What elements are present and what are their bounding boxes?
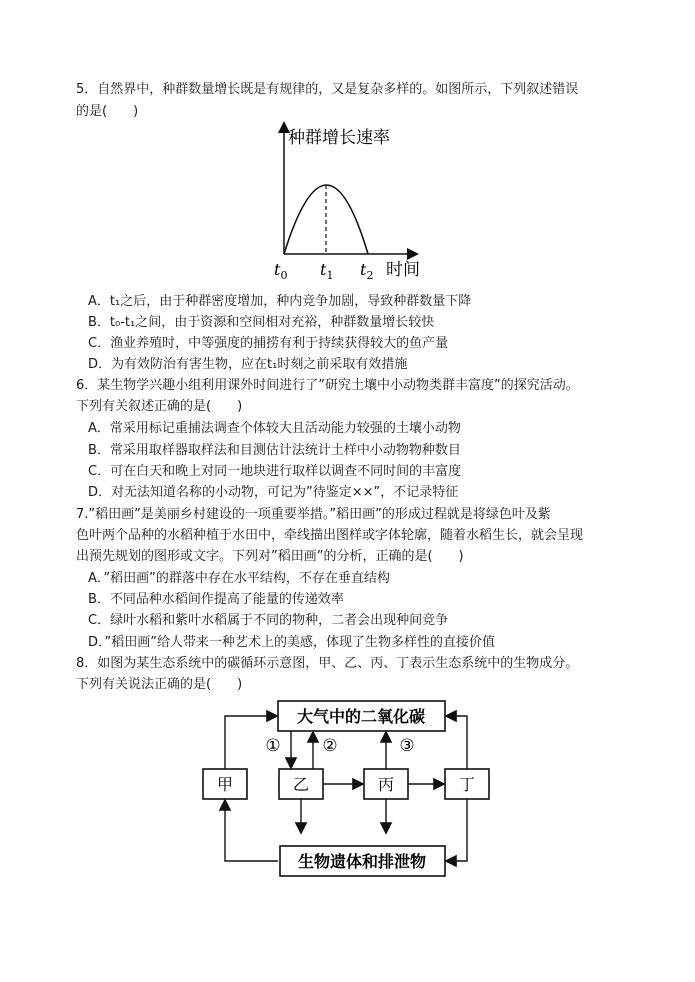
q5-option-d[interactable]: D．为有效防治有害生物，应在t₁时刻之前采取有效措施 bbox=[88, 357, 408, 372]
q6-stem-line1: 6．某生物学兴趣小组利用课外时间进行了”研究土壤中小动物类群丰富度”的探究活动。 bbox=[76, 378, 579, 393]
q6-option-a[interactable]: A．常采用标记重捕法调查个体较大且活动能力较强的土壤小动物 bbox=[88, 421, 461, 436]
q6-option-c[interactable]: C．可在白天和晚上对同一地块进行取样以调查不同时间的丰富度 bbox=[88, 464, 462, 479]
q7-stem-line1: 7.”稻田画”是美丽乡村建设的一项重要举措。”稻田画”的形成过程就是将绿色叶及紫 bbox=[76, 507, 551, 522]
q7-option-b[interactable]: B．不同品种水稻间作提高了能量的传递效率 bbox=[88, 592, 344, 607]
y-axis-label: 种群增长速率 bbox=[288, 128, 390, 148]
q6-option-d[interactable]: D．对无法知道名称的小动物，可记为”待鉴定××”，不记录特征 bbox=[88, 485, 459, 500]
q7-option-d[interactable]: D．”稻田画”给人带来一种艺术上的美感，体现了生物多样性的直接价值 bbox=[88, 635, 495, 650]
label-3: ③ bbox=[399, 736, 415, 756]
q7-option-c[interactable]: C．绿叶水稻和紫叶水稻属于不同的物种，二者会出现种间竞争 bbox=[88, 613, 449, 628]
q6-stem-line2: 下列有关叙述正确的是( ) bbox=[76, 399, 243, 414]
arrow-remains-to-jia bbox=[225, 801, 278, 861]
q5-growth-rate-chart bbox=[270, 118, 440, 284]
tick-t2: $t_2$ bbox=[360, 260, 374, 282]
q5-stem-line2: 的是( ) bbox=[76, 104, 139, 119]
q5-option-b[interactable]: B．t₀-t₁之间，由于资源和空间相对充裕，种群数量增长较快 bbox=[88, 315, 435, 330]
remains-label: 生物遗体和排泄物 bbox=[297, 852, 427, 871]
yi-label: 乙 bbox=[292, 775, 310, 794]
bing-label: 丙 bbox=[377, 775, 395, 794]
q8-stem-line1: 8．如图为某生态系统中的碳循环示意图，甲、乙、丙、丁表示生态系统中的生物成分。 bbox=[76, 656, 579, 671]
tick-t1: $t_1$ bbox=[320, 260, 334, 282]
label-1: ① bbox=[265, 736, 281, 756]
jia-label: 甲 bbox=[216, 775, 234, 794]
atmosphere-co2-label: 大气中的二氧化碳 bbox=[296, 707, 426, 726]
q5-option-c[interactable]: C．渔业养殖时，中等强度的捕捞有利于持续获得较大的鱼产量 bbox=[88, 336, 449, 351]
q7-stem-line3: 出预先规划的图形或文字。下列对”稻田画”的分析，正确的是( ) bbox=[76, 549, 464, 564]
q7-option-a[interactable]: A．”稻田画”的群落中存在水平结构，不存在垂直结构 bbox=[88, 571, 390, 586]
q8-stem-line2: 下列有关说法正确的是( ) bbox=[76, 677, 243, 692]
arrow-ding-to-remains bbox=[447, 799, 467, 861]
ding-label: 丁 bbox=[458, 775, 476, 794]
arrow-ding-to-atmosphere bbox=[447, 716, 467, 769]
x-axis-label: 时间 bbox=[386, 260, 420, 280]
label-2: ② bbox=[322, 736, 338, 756]
q5-stem-line1: 5．自然界中，种群数量增长既是有规律的，又是复杂多样的。如图所示，下列叙述错误 bbox=[76, 82, 579, 97]
q6-option-b[interactable]: B．常采用取样器取样法和目测估计法统计土样中小动物物种数目 bbox=[88, 443, 461, 458]
q5-option-a[interactable]: A．t₁之后，由于种群密度增加，种内竞争加剧，导致种群数量下降 bbox=[88, 294, 472, 309]
carbon-cycle-diagram bbox=[195, 697, 505, 882]
tick-t0: $t_0$ bbox=[274, 260, 288, 282]
q7-stem-line2: 色叶两个品种的水稻种植于水田中，牵线描出图样或字体轮廓，随着水稻生长，就会呈现 bbox=[76, 528, 584, 543]
